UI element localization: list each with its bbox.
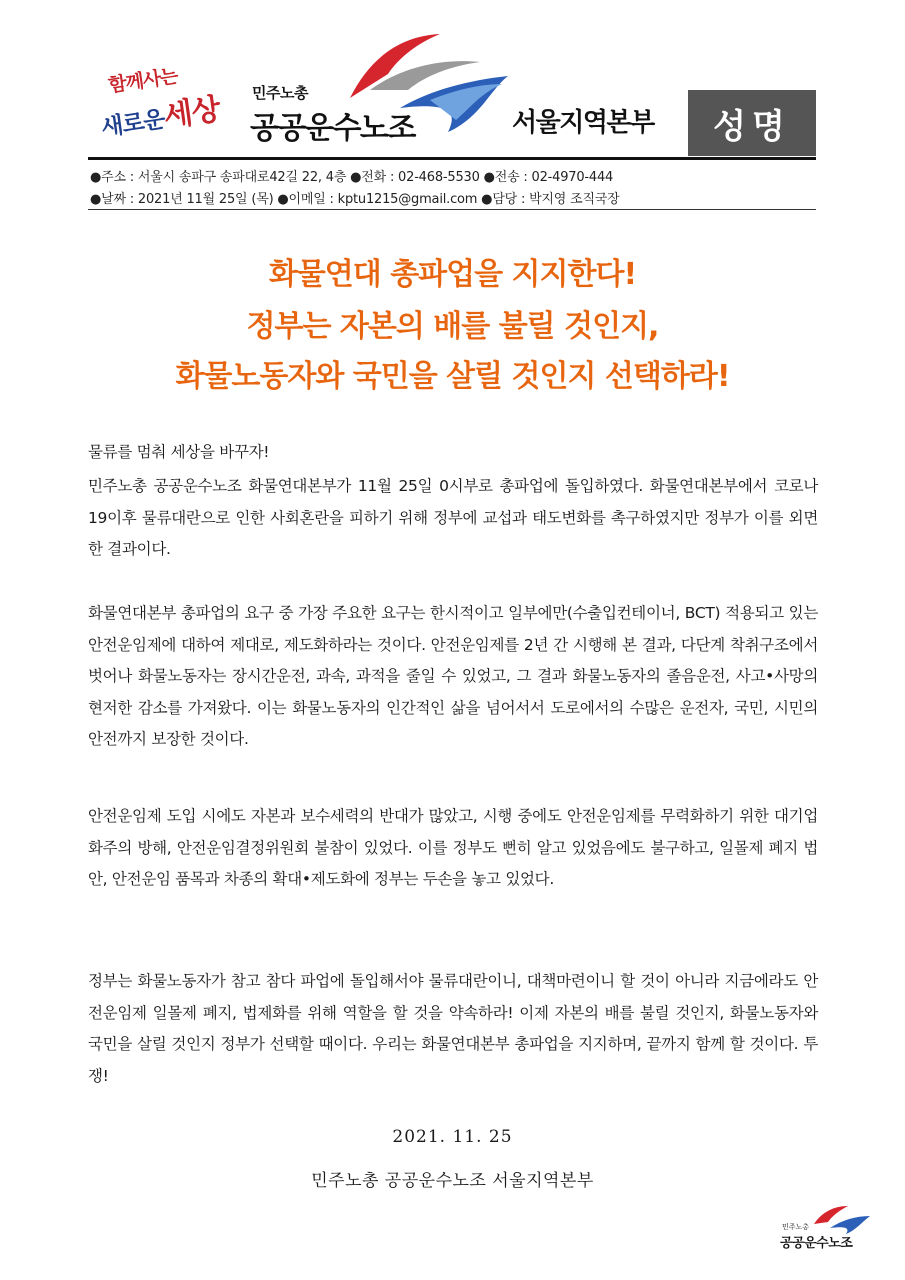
headline-line2: 정부는 자본의 배를 불릴 것인지, — [246, 309, 659, 344]
paragraph-1: 민주노총 공공운수노조 화물연대본부가 11월 25일 0시부로 총파업에 돌입하였다. 화물연대본부에서 코로나 19이후 물류대란으로 인한 사회혼란을 피하기 위해 정부에 교섭과 태도변화를 촉구하였지만 정부가 이를 외면한 결과이다. — [88, 477, 818, 558]
slogan-line2-a: 새로운 — [99, 106, 167, 142]
statement-signer: 민주노총 공공운수노조 서울지역본부 — [311, 1171, 594, 1191]
footer-logo-small: 민주노총 — [782, 1223, 810, 1231]
footer-logo-name: 공공운수노조 — [780, 1236, 853, 1251]
footer-wing-logo — [808, 1204, 872, 1234]
header-divider — [88, 157, 816, 160]
paragraph-2: 화물연대본부 총파업의 요구 중 가장 주요한 요구는 한시적이고 일부에만(수출입컨테이너, BCT) 적용되고 있는 안전운임제에 대하여 제대로, 제도화하라는 것이다. 안전운임제를 2년 간 시행해 본 결과, 다단계 착취구조에서 벗어나 화물노동자는 장시간운전, 과속, 과적을 줄일 수 있었고, 그 결과 화물노동자의 졸음운전, 사고•사망의 현저한 감소를 가져왔다. 이는 화물노동자의 인간적인 삶을 넘어서서 도로에서의 수많은 운전자, 국민, 시민의 안전까지 보장한 것이다. — [88, 604, 818, 748]
headline-line1: 화물연대 총파업을 지지한다! — [268, 257, 637, 292]
paragraph-4: 정부는 화물노동자가 참고 참다 파업에 돌입해서야 물류대란이니, 대책마련이니 할 것이 아니라 지금에라도 안전운임제 일몰제 폐지, 법제화를 위해 역할을 할 것을 약속하라! 이제 자본의 배를 불릴 것인지, 화물노동자와 국민을 살릴 것인지 정부가 선택할 때이다. 우리는 화물연대본부 총파업을 지지하며, 끝까지 함께 할 것이다. 투쟁! — [88, 972, 818, 1085]
statement-date: 2021. 11. 25 — [392, 1127, 513, 1147]
union-name: 공공운수노조 — [250, 111, 415, 146]
paragraph-3: 안전운임제 도입 시에도 자본과 보수세력의 반대가 많았고, 시행 중에도 안전운임제를 무력화하기 위한 대기업화주의 방해, 안전운임결정위원회 불참이 있었다. 이를 정부도 뻔히 알고 있었음에도 불구하고, 일몰제 폐지 법안, 안전운임 품목과 차종의 확대•제도화에 정부는 두손을 놓고 있었다. — [88, 807, 818, 888]
slogan-line2-b: 세상 — [161, 91, 222, 135]
statement-badge: 성명 — [688, 90, 816, 156]
info-divider — [88, 209, 816, 210]
union-name-small: 민주노총 — [252, 84, 308, 102]
branch-name: 서울지역본부 — [512, 108, 654, 138]
contact-info-line2: ●날짜 : 2021년 11월 25일 (목) ●이메일 : kptu1215@gmail.com ●담당 : 박지영 조직국장 — [90, 192, 620, 207]
slogan-line1: 함께사는 — [107, 65, 179, 97]
paragraph-slogan: 물류를 멈춰 세상을 바꾸자! — [88, 443, 270, 461]
contact-info-line1: ●주소 : 서울시 송파구 송파대로42길 22, 4층 ●전화 : 02-468-5530 ●전송 : 02-4970-444 — [90, 170, 614, 185]
headline-line3: 화물노동자와 국민을 살릴 것인지 선택하라! — [175, 359, 730, 394]
